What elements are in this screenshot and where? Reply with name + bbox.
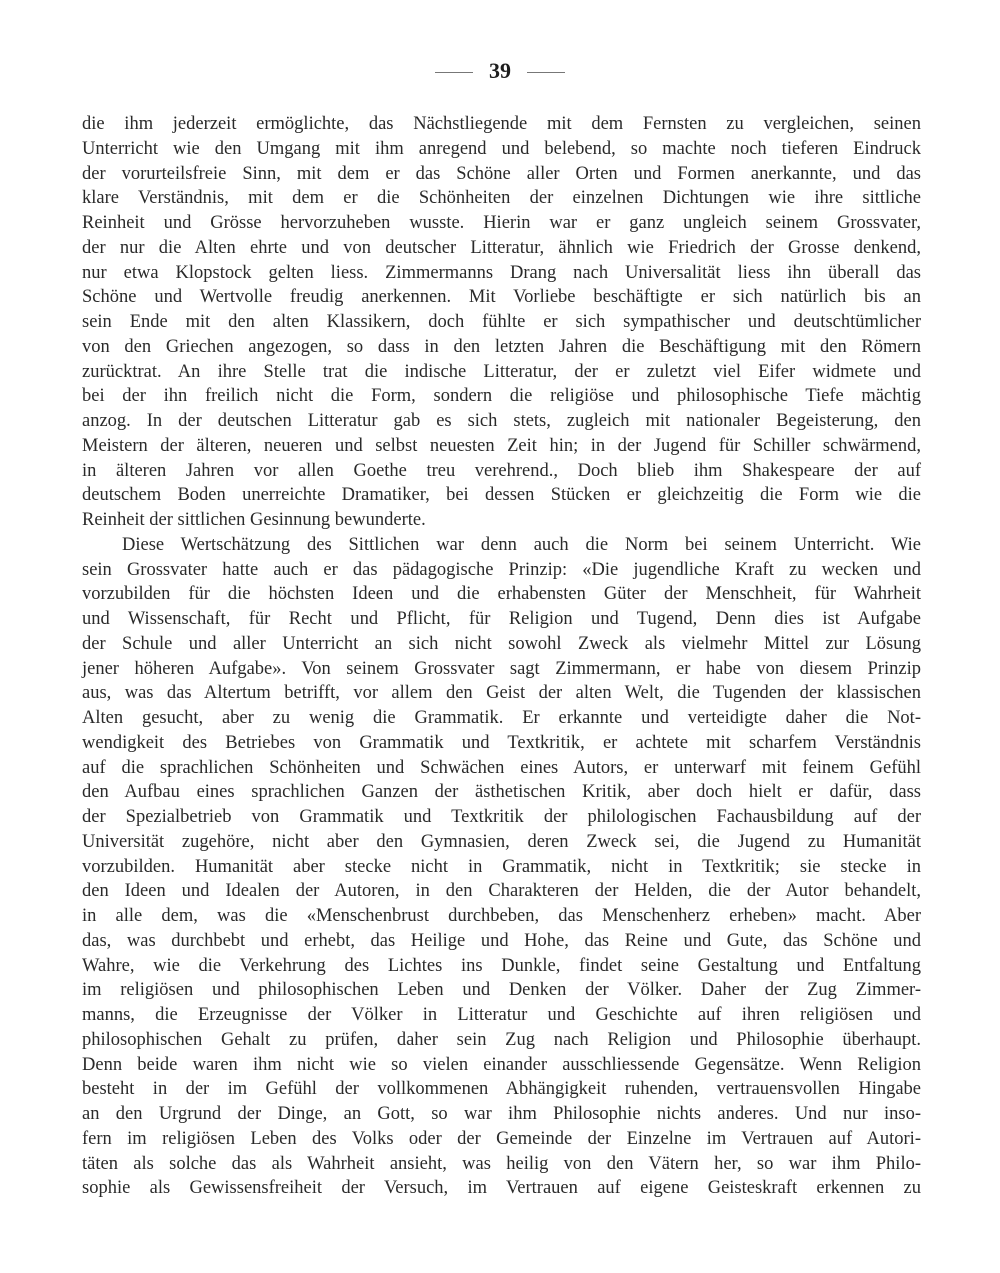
text-line: Schöne und Wertvolle freudig anerkennen. Mit Vorliebe beschäftigte er sich natürlich bis an (82, 287, 921, 308)
text-line: deutschem Boden unerreichte Dramatiker, bei dessen Stücken er gleichzeitig die Form wie die (82, 485, 921, 506)
text-line: Unterricht wie den Umgang mit ihm anregend und belebend, so machte noch tieferen Eindruck (82, 138, 921, 159)
text-line: Denn beide waren ihm nicht wie so vielen einander ausschliessende Gegensätze. Wenn Religion (82, 1054, 921, 1075)
page-number: 39 (489, 58, 511, 83)
text-line: sophie als Gewissensfreiheit der Versuch, im Vertrauen auf eigene Geisteskraft erkennen zu (82, 1178, 921, 1199)
text-line: fern im religiösen Leben des Volks oder der Gemeinde der Einzelne im Vertrauen auf Autori- (82, 1128, 921, 1149)
text-line: Universität zugehöre, nicht aber den Gymnasien, deren Zweck sei, die Jugend zu Humanität (82, 831, 921, 852)
text-line: bei der ihn freilich nicht die Form, sondern die religiöse und philosophische Tiefe mächtig (82, 386, 921, 407)
text-line: Reinheit der sittlichen Gesinnung bewunderte. (82, 510, 426, 530)
text-line: besteht in der im Gefühl der vollkommenen Abhängigkeit ruhenden, vertrauensvollen Hingabe (82, 1079, 921, 1100)
text-line: manns, die Erzeugnisse der Völker in Litteratur und Geschichte auf ihren religiösen und (82, 1005, 921, 1025)
text-line: von den Griechen angezogen, so dass in den letzten Jahren die Beschäftigung mit den Römern (82, 336, 921, 357)
text-line: auf die sprachlichen Schönheiten und Schwächen eines Autors, er unterwarf mit feinem Gefühl (82, 757, 921, 778)
text-line: anzog. In der deutschen Litteratur gab es sich stets, zugleich mit nationaler Begeisterung, den (82, 411, 921, 431)
text-line: nur etwa Klopstock gelten liess. Zimmermanns Drang nach Universalität liess ihn überall das (82, 262, 921, 283)
text-line: Diese Wertschätzung des Sittlichen war denn auch die Norm bei seinem Unterricht. Wie (122, 534, 921, 555)
text-line: den Ideen und Idealen der Autoren, in den Charakteren der Helden, die der Autor behandelt, (82, 881, 921, 902)
text-line: der Schule und aller Unterricht an sich nicht sowohl Zweck als vielmehr Mittel zur Lösung (82, 633, 921, 654)
text-line: in älteren Jahren vor allen Goethe treu verehrend., Doch blieb ihm Shakespeare der auf (82, 460, 921, 481)
header-rule-left (435, 72, 473, 73)
body-text (82, 112, 921, 1201)
text-line: an den Urgrund der Dinge, an Gott, so war ihm Philosophie nichts anderes. Und nur inso- (82, 1104, 921, 1124)
text-line: in alle dem, was die «Menschenbrust durchbeben, das Menschenherz erheben» macht. Aber (82, 906, 921, 926)
text-line: vorzubilden. Humanität aber stecke nicht in Grammatik, nicht in Textkritik; sie stecke in (82, 856, 921, 877)
text-line: klare Verständnis, mit dem er die Schönheiten der einzelnen Dichtungen wie ihre sittliche (82, 188, 921, 209)
text-line: der Spezialbetrieb von Grammatik und Textkritik der philologischen Fachausbildung auf der (82, 807, 921, 827)
text-line: der nur die Alten ehrte und von deutscher Litteratur, ähnlich wie Friedrich der Grosse denkend, (82, 237, 921, 258)
text-line: Reinheit und Grösse hervorzuheben wusste. Hierin war er ganz ungleich seinem Grossvater, (82, 213, 921, 233)
text-line: jener höheren Aufgabe». Von seinem Grossvater sagt Zimmermann, er habe von diesem Prinzip (82, 658, 921, 679)
paragraph (82, 112, 921, 533)
text-line: die ihm jederzeit ermöglichte, das Nächstliegende mit dem Fernsten zu vergleichen, seinen (82, 114, 921, 134)
text-line: wendigkeit des Betriebes von Grammatik und Textkritik, er achtete mit scharfem Verständnis (82, 732, 921, 753)
text-line: und Wissenschaft, für Recht und Pflicht, für Religion und Tugend, Denn dies ist Aufgabe (82, 609, 921, 629)
paragraph (82, 533, 921, 1201)
text-line: täten als solche das als Wahrheit ansieht, was heilig von den Vätern her, so war ihm Philo- (82, 1153, 921, 1174)
text-line: im religiösen und philosophischen Leben und Denken der Völker. Daher der Zug Zimmer- (82, 980, 921, 1001)
text-line: philosophischen Gehalt zu prüfen, daher sein Zug nach Religion und Philosophie überhaupt. (82, 1029, 921, 1050)
text-line: der vorurteilsfreie Sinn, mit dem er das Schöne aller Orten und Formen anerkannte, und das (82, 163, 921, 184)
page-header (0, 58, 1000, 84)
header-rule-right (527, 72, 565, 73)
text-line: den Aufbau eines sprachlichen Ganzen der ästhetischen Kritik, aber doch hielt er dafür, dass (82, 782, 921, 803)
text-line: zurücktrat. An ihre Stelle trat die indische Litteratur, der er zuletzt viel Eifer widmete und (82, 361, 921, 382)
text-line: Alten gesucht, aber zu wenig die Grammatik. Er erkannte und verteidigte daher die Not- (82, 708, 921, 728)
text-line: Meistern der älteren, neueren und selbst neuesten Zeit hin; in der Jugend für Schiller schwärmend, (82, 435, 921, 456)
text-line: sein Ende mit den alten Klassikern, doch fühlte er sich sympathischer und deutschtümlicher (82, 312, 921, 332)
text-line: sein Grossvater hatte auch er das pädagogische Prinzip: «Die jugendliche Kraft zu wecken und (82, 559, 921, 580)
text-line: vorzubilden für die höchsten Ideen und die erhabensten Güter der Menschheit, für Wahrheit (82, 584, 921, 605)
text-line: aus, was das Altertum betrifft, vor allem den Geist der alten Welt, die Tugenden der klassischen (82, 683, 921, 704)
text-line: das, was durchbebt und erhebt, das Heilige und Hohe, das Reine und Gute, das Schöne und (82, 930, 921, 951)
text-line: Wahre, wie die Verkehrung des Lichtes ins Dunkle, findet seine Gestaltung und Entfaltung (82, 955, 921, 976)
